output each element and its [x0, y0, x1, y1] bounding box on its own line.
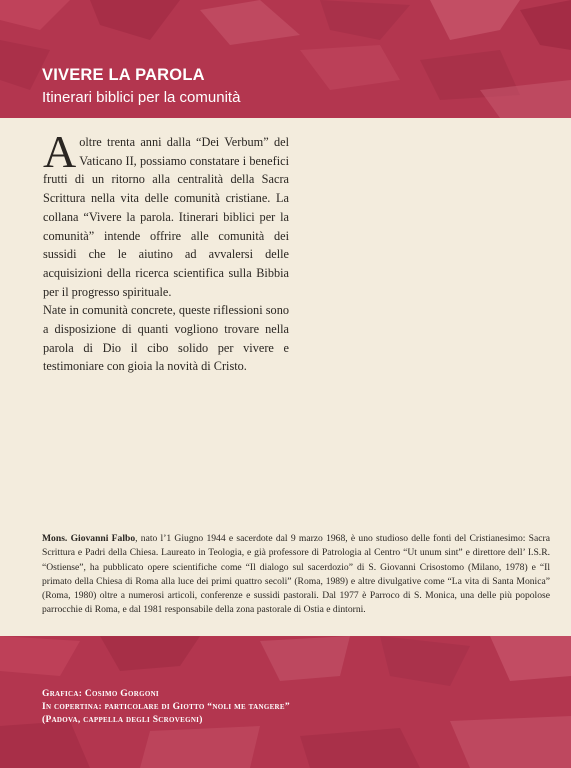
author-name: Mons. Giovanni Falbo [42, 533, 136, 544]
series-title: VIVERE LA PAROLA [42, 66, 205, 84]
top-decorative-band [0, 0, 571, 118]
bottom-decorative-band [0, 636, 571, 768]
drop-cap: A [43, 126, 77, 177]
author-biography [42, 532, 550, 618]
author-bio-paragraph [42, 532, 550, 618]
intro-paragraph-1-text: oltre trenta anni dalla “Dei Verbum” del Vaticano II, possiamo constatare i benefici frutti di un ritorno alla centralità della Sacra Scrittura nella vita delle comunità cristiane. La collana “Vivere la parola. Itinerari biblici per la comunità” intende offrire alle comunità dei sussidi che le aiutino ad avvalersi delle acquisizioni della ricerca scientifica sulla Bibbia per il progresso spirituale. [43, 135, 289, 299]
series-description [43, 126, 289, 376]
intro-paragraph-2: Nate in comunità concrete, queste riflessioni sono a disposizione di quanti vogliono trovare nella parola di Dio il cibo solido per vivere e testimoniare con gioia la novità di Cristo. [43, 303, 289, 374]
credit-location: (Padova, cappella degli Scrovegni) [42, 715, 203, 725]
credit-cover-image: In copertina: particolare di Giotto “noli me tangere” [42, 702, 290, 712]
series-subtitle: Itinerari biblici per la comunità [42, 89, 241, 106]
intro-paragraph-1 [43, 126, 289, 301]
author-bio-text: , nato l’1 Giugno 1944 e sacerdote dal 9 marzo 1968, è uno studioso delle fonti del Cristianesimo: Sacra Scrittura e Padri della Chiesa. Laureato in Teologia, e già professore di Patrologia al Centro “Ut unum sint” e direttore dell’ I.S.R. “Ostiense”, ha pubblicato opere scientifiche come “Il dialogo sul sacerdozio” di S. Giovanni Crisostomo (Milano, 1978) e “Il primato della Chiesa di Roma alla luce dei primi quattro secoli” (Roma, 1989) e altre divulgative come “La vita di Santa Monica” (Roma, 1980) oltre a numerosi articoli, conferenze e sussidi pastorali. Dal 1977 è Parroco di S. Monica, una delle più popolose parrocchie di Roma, e dal 1981 responsabile della zona pastorale di Ostia e dintorni. [42, 533, 550, 616]
cover-credits [42, 688, 290, 727]
credit-graphics: Grafica: Cosimo Gorgoni [42, 689, 159, 699]
